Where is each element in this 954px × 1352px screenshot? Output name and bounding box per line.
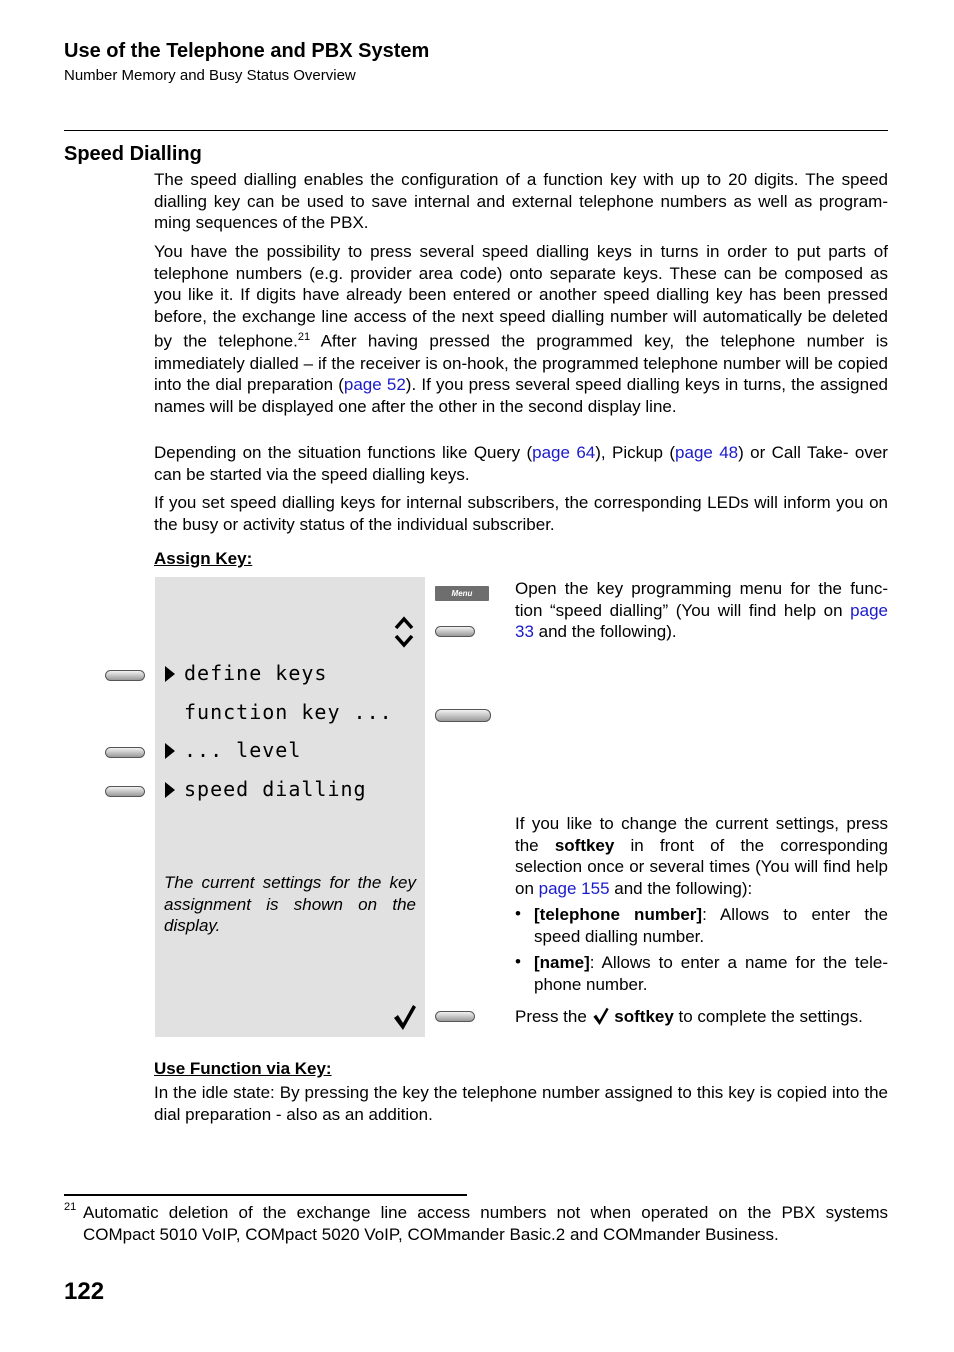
paragraph-3-part-b: ), Pickup ( bbox=[595, 443, 676, 462]
step-1-part-b: and the following). bbox=[533, 622, 677, 642]
bullet-dot: • bbox=[515, 952, 521, 971]
softkey-right-arrows[interactable] bbox=[435, 626, 475, 637]
paragraph-3-part-c: ) or Call Take- over can be started via the speed dialling keys. bbox=[154, 443, 888, 484]
selection-arrow-icon bbox=[165, 743, 175, 759]
step-1-text bbox=[515, 578, 888, 643]
display-line-function-key: function key ... bbox=[184, 700, 393, 724]
link-page-33[interactable]: page 33 bbox=[515, 600, 888, 642]
section-title: Speed Dialling bbox=[64, 143, 202, 165]
selection-arrow-icon bbox=[165, 666, 175, 682]
bullet-1-bold: [telephone number] bbox=[534, 905, 703, 924]
step-3-text bbox=[515, 1006, 863, 1028]
display-line-speed-dialling: speed dialling bbox=[184, 777, 367, 801]
step-3-part-b: to complete the settings. bbox=[673, 1007, 863, 1026]
paragraph-2-part-b: After having pressed the programmed key, the telephone number is immediately dialled – if the receiver is on-hook, the programmed telephone number will be copied into the dial preparation ( bbox=[154, 332, 888, 395]
assign-key-heading: Assign Key: bbox=[154, 549, 253, 568]
header-rule bbox=[64, 130, 888, 131]
link-page-48[interactable]: page 48 bbox=[675, 443, 739, 462]
bullet-dot: • bbox=[515, 904, 521, 923]
step-2-text bbox=[515, 813, 888, 899]
bullet-1-text: : Allows to enter the speed dialling number. bbox=[534, 905, 888, 946]
bullet-name bbox=[534, 952, 888, 995]
softkey-left-3[interactable] bbox=[105, 786, 145, 797]
paragraph-2-part-c: ). If you press several speed dialling keys in turns, the assigned names will be displayed one after the other in the second display line. bbox=[154, 375, 888, 416]
paragraph-2 bbox=[154, 241, 888, 417]
checkmark-icon bbox=[392, 1003, 418, 1031]
arrows-updown-icon bbox=[392, 614, 416, 650]
display-line-level: ... level bbox=[184, 738, 302, 762]
selection-arrow-icon bbox=[165, 782, 175, 798]
bullet-telephone-number bbox=[534, 904, 888, 947]
footnote-number: 21 bbox=[64, 1201, 77, 1213]
step-2-part-c: and the following): bbox=[609, 878, 753, 898]
paragraph-2-part-a: You have the possibility to press several speed dialling keys in turns in order to put parts of telephone numbers (e.g. provider area code) onto separate keys. These can be composed as you like it. If digits have already been entered or another speed dialling key has been pressed before, the exchange line access of the next speed dialling number will automatically be deleted by the telephone. bbox=[154, 242, 888, 352]
step-3-part-a: Press the bbox=[515, 1007, 592, 1026]
use-function-heading: Use Function via Key: bbox=[154, 1059, 332, 1078]
step-1-part-a: Open the key programming menu for the func- tion “speed dialling” (You will find help on bbox=[515, 579, 888, 620]
paragraph-1: The speed dialling enables the configuration of a function key with up to 20 digits. The speed dialling key can be used to save internal and external telephone numbers as well as program- ming sequences of the PBX. bbox=[154, 170, 888, 233]
bullet-2-text: : Allows to enter a name for the tele- phone number. bbox=[534, 953, 888, 994]
softkey-right-2[interactable] bbox=[435, 709, 491, 722]
phone-display bbox=[155, 577, 425, 1037]
paragraph-4: If you set speed dialling keys for internal subscribers, the corresponding LEDs will inform you on the busy or activity status of the individual subscriber. bbox=[154, 493, 888, 534]
page-number: 122 bbox=[64, 1278, 105, 1305]
link-page-64[interactable]: page 64 bbox=[532, 443, 596, 462]
header-subtitle: Number Memory and Busy Status Overview bbox=[64, 67, 356, 84]
display-line-define-keys: define keys bbox=[184, 661, 328, 685]
footnote-ref[interactable]: 21 bbox=[297, 331, 311, 344]
link-page-155[interactable]: page 155 bbox=[538, 878, 610, 898]
softkey-left-2[interactable] bbox=[105, 747, 145, 758]
softkey-right-check[interactable] bbox=[435, 1011, 475, 1022]
softkey-left-1[interactable] bbox=[105, 670, 145, 681]
step-2-part-b: in front of the corresponding selection once or several times (You will find help on bbox=[515, 835, 888, 898]
step-2-bold: softkey bbox=[554, 835, 615, 855]
footnote-rule bbox=[64, 1194, 467, 1196]
bullet-2-bold: [name] bbox=[534, 953, 590, 972]
paragraph-3 bbox=[154, 442, 888, 485]
step-2-part-a: If you like to change the current settings, press the bbox=[515, 814, 888, 855]
checkmark-icon bbox=[592, 1006, 610, 1026]
paragraph-3-part-a: Depending on the situation functions like Query ( bbox=[154, 443, 533, 462]
menu-key[interactable]: Menu bbox=[435, 586, 489, 601]
header-title: Use of the Telephone and PBX System bbox=[64, 40, 430, 62]
display-note: The current settings for the key assignment is shown on the display. bbox=[164, 873, 416, 936]
use-function-text: In the idle state: By pressing the key the telephone number assigned to this key is copied into the dial preparation - also as an addition. bbox=[154, 1083, 888, 1124]
footnote-text: Automatic deletion of the exchange line access numbers not when operated on the PBX systems COMpact 5010 VoIP, COMpact 5020 VoIP, COMmander Basic.2 and COMmander Business. bbox=[83, 1203, 888, 1244]
step-3-bold: softkey bbox=[614, 1007, 674, 1026]
link-page-52[interactable]: page 52 bbox=[343, 375, 406, 395]
